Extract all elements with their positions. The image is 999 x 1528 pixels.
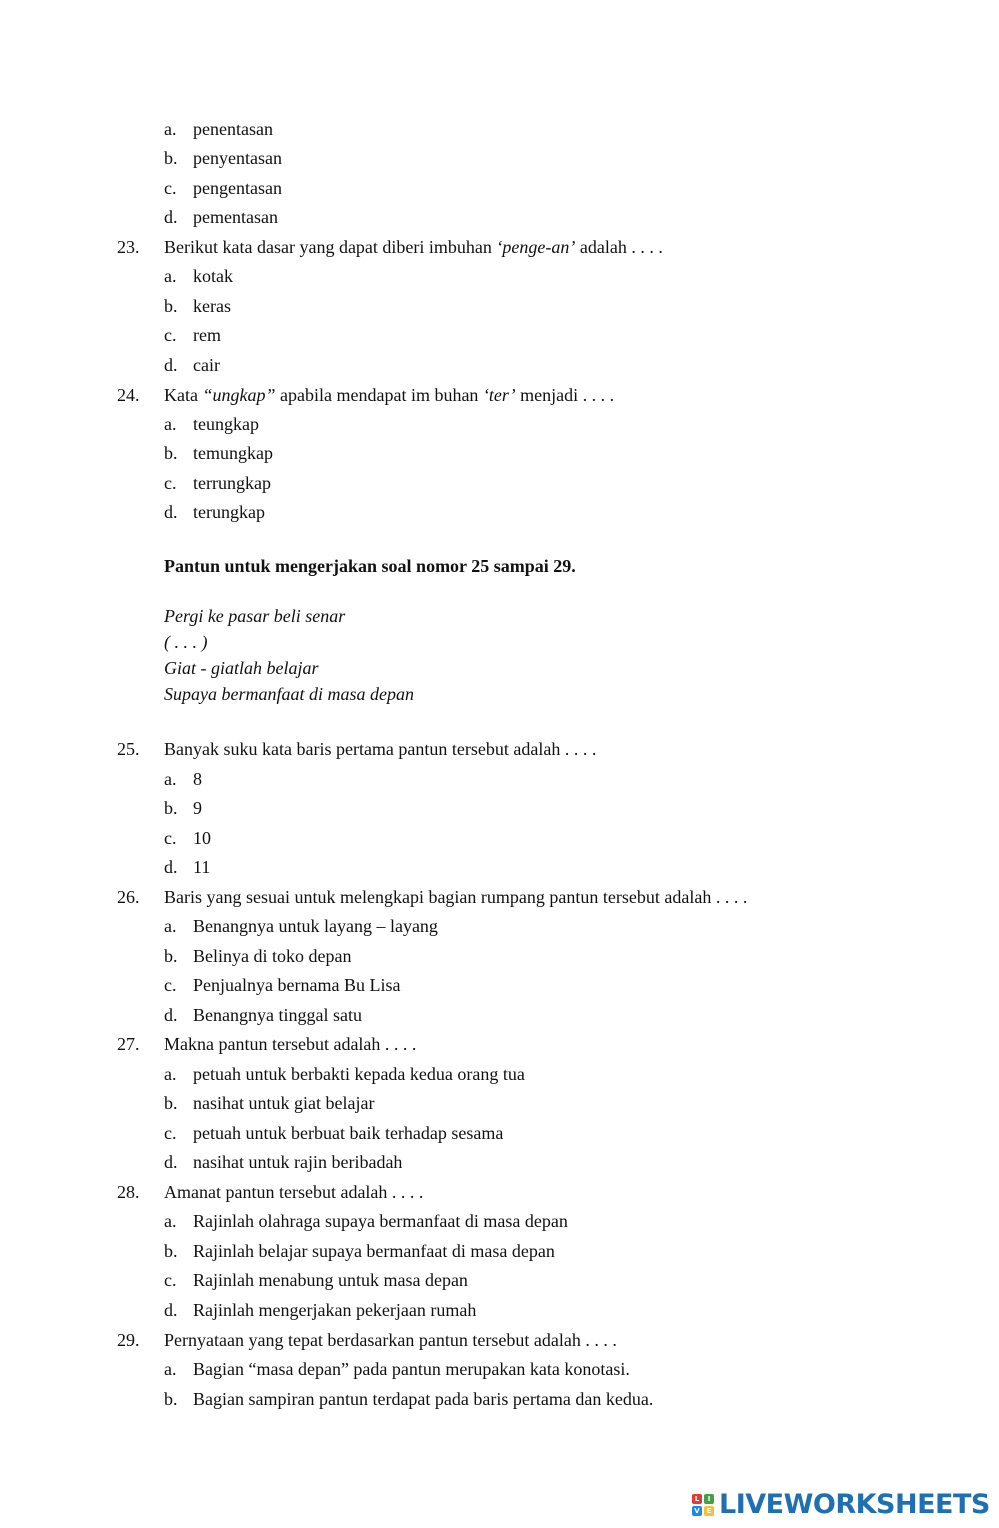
- option-text: petuah untuk berbuat baik terhadap sesama: [193, 1123, 504, 1143]
- option-letter: c.: [164, 975, 177, 995]
- option-text: teungkap: [193, 414, 259, 434]
- question-number: 29.: [117, 1330, 140, 1350]
- question-text-italic: “ungkap”: [202, 385, 276, 405]
- question-text: Banyak suku kata baris pertama pantun tersebut adalah . . . .: [164, 739, 597, 759]
- question-text-part: Kata: [164, 385, 203, 405]
- option-letter: c.: [164, 828, 177, 848]
- option-letter: a.: [164, 266, 177, 286]
- question-text: Makna pantun tersebut adalah . . . .: [164, 1034, 417, 1054]
- option-text: Penjualnya bernama Bu Lisa: [193, 975, 401, 995]
- question-text: Amanat pantun tersebut adalah . . . .: [164, 1182, 424, 1202]
- option-text: pengentasan: [193, 178, 282, 198]
- option-text: Benangnya untuk layang – layang: [193, 916, 438, 936]
- option-text: terrungkap: [193, 473, 271, 493]
- option-letter: b.: [164, 1389, 178, 1409]
- option-letter: c.: [164, 1123, 177, 1143]
- option-letter: d.: [164, 502, 178, 522]
- pantun-text: Giat - giatlah belajar: [164, 658, 319, 678]
- option-text: Rajinlah menabung untuk masa depan: [193, 1270, 468, 1290]
- question-text: [164, 383, 614, 407]
- option-letter: a.: [164, 1211, 177, 1231]
- option-text: Bagian “masa depan” pada pantun merupakan kata konotasi.: [193, 1359, 630, 1379]
- option-text: Rajinlah mengerjakan pekerjaan rumah: [193, 1300, 477, 1320]
- option-letter: c.: [164, 1270, 177, 1290]
- option-text: rem: [193, 325, 221, 345]
- question-text: Baris yang sesuai untuk melengkapi bagian rumpang pantun tersebut adalah . . . .: [164, 887, 748, 907]
- question-text: [164, 235, 663, 259]
- question-number: 23.: [117, 237, 140, 257]
- option-text: Belinya di toko depan: [193, 946, 352, 966]
- option-letter: b.: [164, 1241, 178, 1261]
- pantun-text: Supaya bermanfaat di masa depan: [164, 684, 414, 704]
- option-letter: b.: [164, 443, 178, 463]
- question-number: 26.: [117, 887, 140, 907]
- liveworksheets-wordmark: LIVEWORKSHEETS: [719, 1489, 990, 1520]
- logo-letter-v: V: [692, 1506, 702, 1516]
- option-letter: a.: [164, 119, 177, 139]
- option-text: 9: [193, 798, 202, 818]
- question-text-part: adalah . . . .: [575, 237, 663, 257]
- option-text: Rajinlah olahraga supaya bermanfaat di masa depan: [193, 1211, 568, 1231]
- option-letter: c.: [164, 178, 177, 198]
- question-number: 24.: [117, 385, 140, 405]
- logo-letter-e: E: [704, 1506, 714, 1516]
- pantun-text: ( . . . ): [164, 632, 208, 652]
- option-text: keras: [193, 296, 231, 316]
- option-letter: b.: [164, 1093, 178, 1113]
- section-heading-text: Pantun untuk mengerjakan soal nomor 25 sampai 29.: [164, 556, 576, 576]
- liveworksheets-watermark[interactable]: [692, 1486, 990, 1524]
- option-letter: d.: [164, 355, 178, 375]
- logo-letter-i: I: [704, 1494, 714, 1504]
- option-letter: b.: [164, 148, 178, 168]
- option-letter: d.: [164, 857, 178, 877]
- option-text: Benangnya tinggal satu: [193, 1005, 362, 1025]
- option-text: cair: [193, 355, 220, 375]
- option-letter: a.: [164, 1064, 177, 1084]
- option-letter: d.: [164, 1152, 178, 1172]
- option-text: penentasan: [193, 119, 273, 139]
- option-letter: c.: [164, 325, 177, 345]
- option-letter: d.: [164, 1300, 178, 1320]
- option-letter: a.: [164, 1359, 177, 1379]
- option-text: temungkap: [193, 443, 273, 463]
- option-text: 11: [193, 857, 211, 877]
- option-letter: c.: [164, 473, 177, 493]
- pantun-text: Pergi ke pasar beli senar: [164, 606, 346, 626]
- option-letter: d.: [164, 1005, 178, 1025]
- question-text-italic: ‘ter’: [482, 385, 516, 405]
- question-number: 25.: [117, 739, 140, 759]
- option-text: kotak: [193, 266, 233, 286]
- option-text: 8: [193, 769, 202, 789]
- question-text-part: apabila mendapat im buhan: [275, 385, 483, 405]
- liveworksheets-logo-icon: [692, 1494, 714, 1516]
- option-text: Rajinlah belajar supaya bermanfaat di masa depan: [193, 1241, 555, 1261]
- option-letter: b.: [164, 946, 178, 966]
- option-letter: a.: [164, 916, 177, 936]
- option-text: pementasan: [193, 207, 278, 227]
- question-number: 27.: [117, 1034, 140, 1054]
- question-text-part: menjadi . . . .: [515, 385, 615, 405]
- option-text: penyentasan: [193, 148, 282, 168]
- option-letter: a.: [164, 414, 177, 434]
- option-letter: a.: [164, 769, 177, 789]
- option-text: nasihat untuk rajin beribadah: [193, 1152, 403, 1172]
- question-number: 28.: [117, 1182, 140, 1202]
- logo-letter-l: L: [692, 1494, 702, 1504]
- option-text: petuah untuk berbakti kepada kedua orang tua: [193, 1064, 525, 1084]
- question-text-italic: ‘penge-an’: [496, 237, 576, 257]
- option-letter: b.: [164, 296, 178, 316]
- option-letter: b.: [164, 798, 178, 818]
- option-text: 10: [193, 828, 211, 848]
- question-text-part: Berikut kata dasar yang dapat diberi imbuhan: [164, 237, 497, 257]
- option-text: nasihat untuk giat belajar: [193, 1093, 375, 1113]
- option-text: Bagian sampiran pantun terdapat pada baris pertama dan kedua.: [193, 1389, 654, 1409]
- question-text: Pernyataan yang tepat berdasarkan pantun tersebut adalah . . . .: [164, 1330, 617, 1350]
- option-letter: d.: [164, 207, 178, 227]
- option-text: terungkap: [193, 502, 265, 522]
